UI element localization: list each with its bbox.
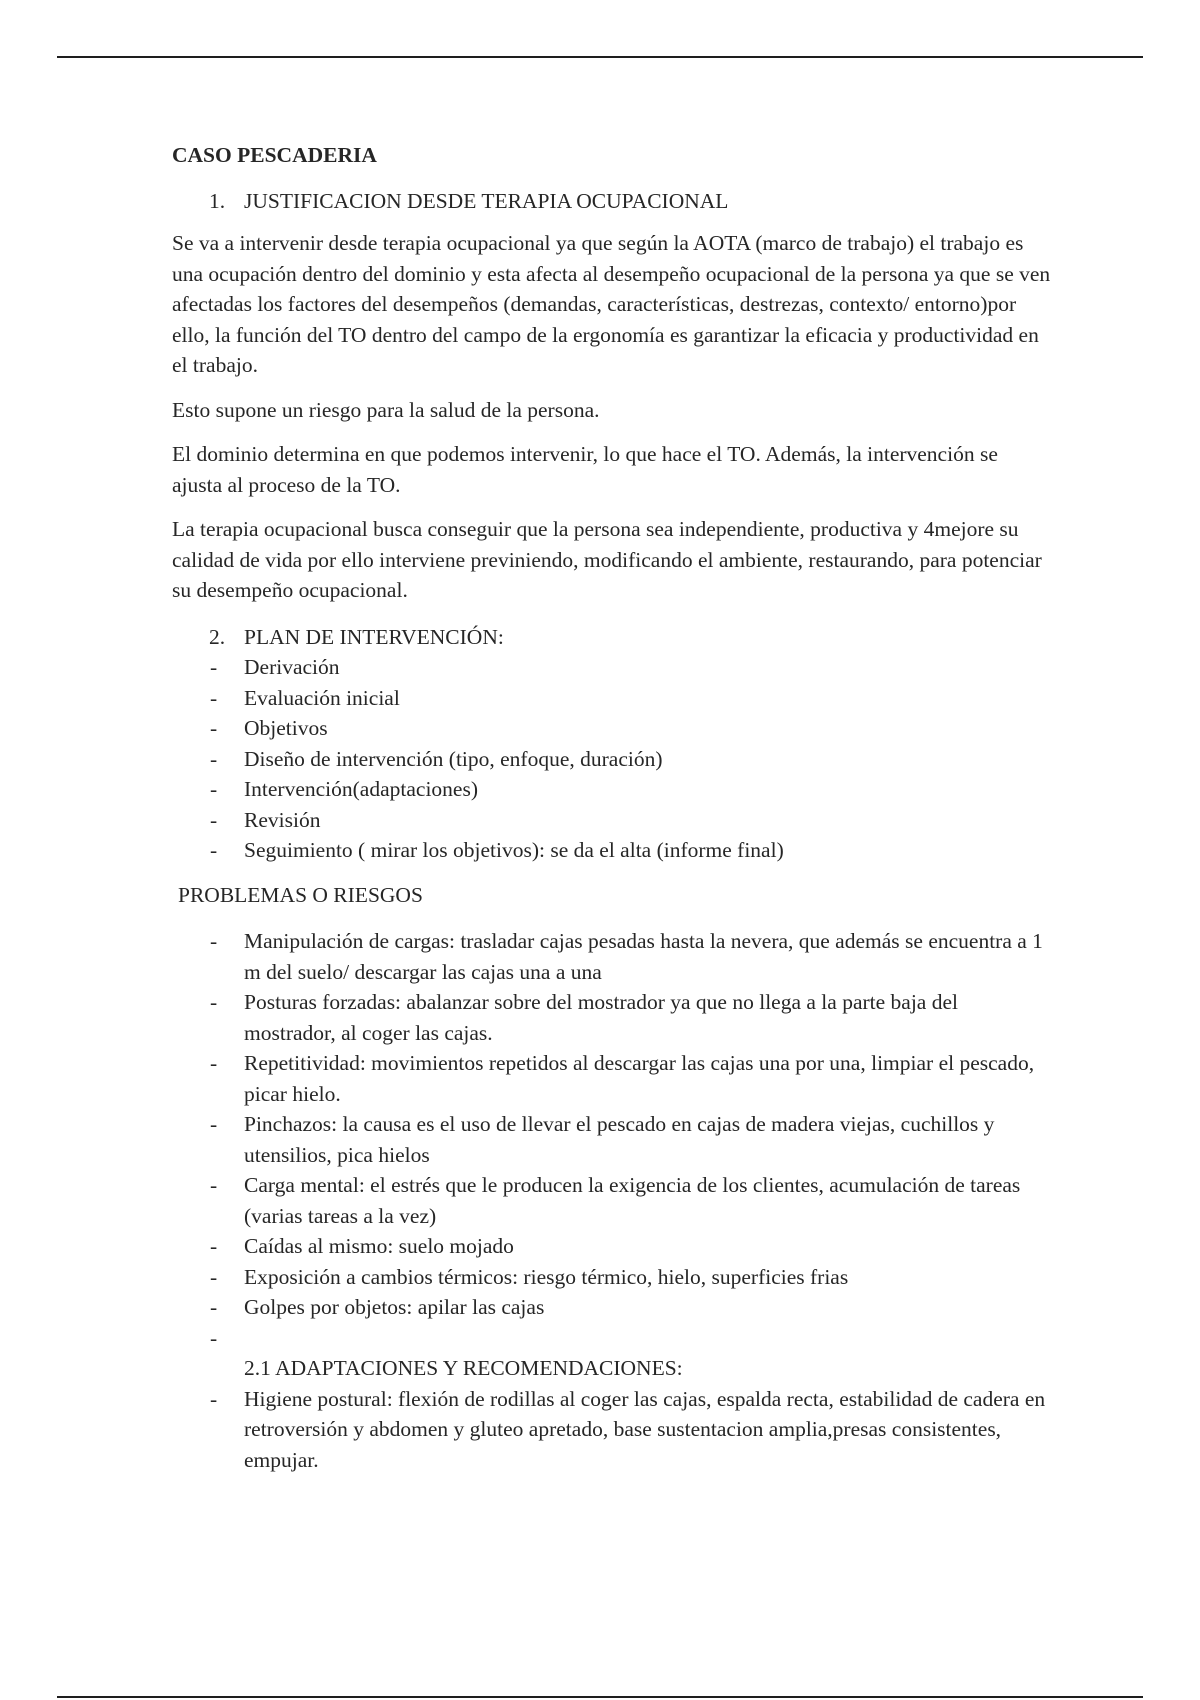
list-item-text: Exposición a cambios térmicos: riesgo térmico, hielo, superficies frias xyxy=(244,1264,849,1289)
list-item-text: Derivación xyxy=(244,655,340,679)
dash-bullet: - xyxy=(210,685,218,710)
list-item-text: Seguimiento ( mirar los objetivos): se da el alta (informe final) xyxy=(244,838,784,862)
dash-bullet: - xyxy=(210,807,218,832)
dash-bullet: - xyxy=(210,716,218,740)
dash-bullet: - xyxy=(210,1386,218,1411)
dash-bullet: - xyxy=(210,1173,218,1197)
dash-bullet: - xyxy=(210,1264,218,1289)
list-item-text: Manipulación de cargas: trasladar cajas pesadas hasta la nevera, que además se encuentra a 1 m del suelo/ descargar las cajas una a una xyxy=(244,929,1043,984)
problems-heading: PROBLEMAS O RIESGOS xyxy=(178,882,423,907)
paragraph: Se va a intervenir desde terapia ocupacional ya que según la AOTA (marco de trabajo) el trabajo es una ocupación dentro del dominio y esta afecta al desempeño ocupacional de la persona ya que se ven afectadas los factores del desempeños (demandas, características, destrezas, contexto/ entorno)por ello, la función del TO dentro del campo de la ergonomía es garantizar la eficacia y productividad en el trabajo. xyxy=(172,231,1051,377)
list-item-text: Golpes por objetos: apilar las cajas xyxy=(244,1295,545,1319)
list-item xyxy=(172,1292,1052,1323)
list-item xyxy=(172,1262,1052,1293)
paragraph: La terapia ocupacional busca conseguir que la persona sea independiente, productiva y 4mejore su calidad de vida por ello interviene previniendo, modificando el ambiente, restaurando, para potenciar su desempeño ocupacional. xyxy=(172,517,1042,602)
dash-bullet: - xyxy=(210,838,218,862)
page-bottom-rule xyxy=(57,1696,1143,1698)
list-item xyxy=(172,926,1052,987)
list-item xyxy=(172,713,1052,744)
list-item xyxy=(172,774,1052,805)
list-item xyxy=(172,987,1052,1048)
section-1-number: 1. xyxy=(209,188,226,213)
list-item-text: Diseño de intervención (tipo, enfoque, duración) xyxy=(244,746,663,771)
list-item xyxy=(172,1048,1052,1109)
list-item-text: Higiene postural: flexión de rodillas al coger las cajas, espalda recta, estabilidad de cadera en retroversión y abdomen y gluteo apretado, base sustentacion amplia,presas consistentes, empujar. xyxy=(244,1386,1046,1472)
adaptations-heading: 2.1 ADAPTACIONES Y RECOMENDACIONES: xyxy=(244,1356,683,1380)
section-2-number: 2. xyxy=(209,624,226,649)
dash-bullet: - xyxy=(210,990,218,1014)
dash-bullet: - xyxy=(210,1234,218,1258)
dash-bullet: - xyxy=(210,1325,218,1350)
list-item-text: Posturas forzadas: abalanzar sobre del mostrador ya que no llega a la parte baja del mostrador, al coger las cajas. xyxy=(244,990,958,1045)
list-item xyxy=(172,1170,1052,1231)
dash-bullet: - xyxy=(210,1112,218,1136)
document-title: CASO PESCADERIA xyxy=(172,143,377,167)
list-item xyxy=(172,744,1052,775)
list-item-text: Pinchazos: la causa es el uso de llevar el pescado en cajas de madera viejas, cuchillos y utensilios, pica hielos xyxy=(244,1112,995,1167)
paragraph: El dominio determina en que podemos intervenir, lo que hace el TO. Además, la intervención se ajusta al proceso de la TO. xyxy=(172,442,998,497)
list-item-text: Objetivos xyxy=(244,716,328,740)
problems-list xyxy=(172,926,1052,1353)
section-1-heading-text: JUSTIFICACION DESDE TERAPIA OCUPACIONAL xyxy=(244,188,729,213)
list-item xyxy=(172,805,1052,836)
intervention-plan-list xyxy=(172,652,1052,866)
section-2-heading xyxy=(172,622,1052,653)
list-item-text: Repetitividad: movimientos repetidos al descargar las cajas una por una, limpiar el pescado, picar hielo. xyxy=(244,1051,1035,1106)
list-item xyxy=(172,1231,1052,1262)
list-item xyxy=(172,652,1052,683)
section-2-heading-text: PLAN DE INTERVENCIÓN: xyxy=(244,624,504,649)
list-item-text: Evaluación inicial xyxy=(244,685,400,710)
paragraph: Esto supone un riesgo para la salud de la persona. xyxy=(172,397,600,422)
list-item xyxy=(172,835,1052,866)
dash-bullet: - xyxy=(210,777,218,801)
list-item-text: Revisión xyxy=(244,807,321,832)
dash-bullet: - xyxy=(210,1295,218,1319)
list-item xyxy=(172,1384,1052,1476)
dash-bullet: - xyxy=(210,929,218,953)
list-item-text: Carga mental: el estrés que le producen la exigencia de los clientes, acumulación de tareas (varias tareas a la vez) xyxy=(244,1173,1021,1228)
dash-bullet: - xyxy=(210,746,218,771)
list-item xyxy=(172,683,1052,714)
document-body xyxy=(172,140,1052,1475)
dash-bullet: - xyxy=(210,655,218,679)
list-item xyxy=(172,1323,1052,1354)
list-item-text: Intervención(adaptaciones) xyxy=(244,777,478,801)
list-item-text: Caídas al mismo: suelo mojado xyxy=(244,1234,514,1258)
section-1-heading xyxy=(172,186,1052,217)
adaptations-list xyxy=(172,1384,1052,1476)
list-item xyxy=(172,1109,1052,1170)
page-top-rule xyxy=(57,56,1143,58)
dash-bullet: - xyxy=(210,1051,218,1075)
